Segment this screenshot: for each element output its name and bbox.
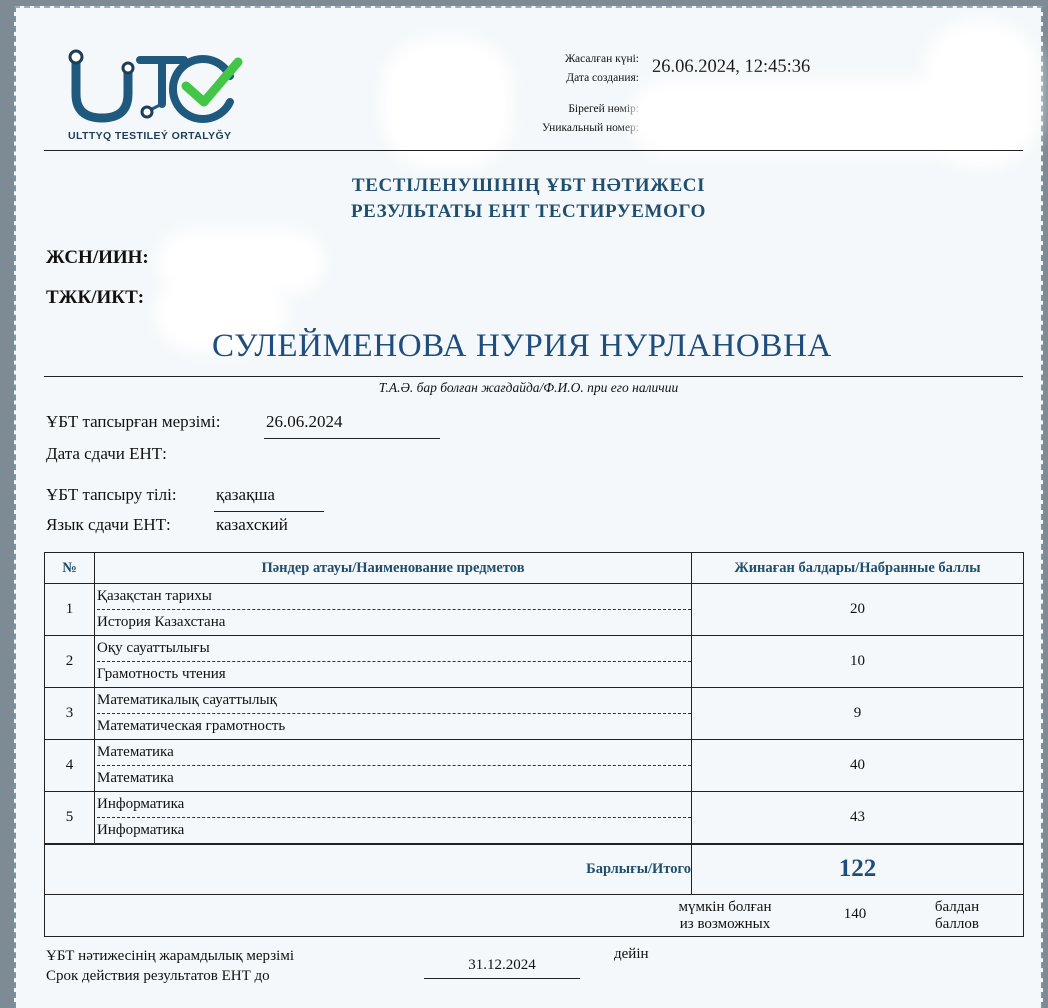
title-kz: ТЕСТІЛЕНУШІНІҢ ҰБТ НӘТИЖЕСІ bbox=[351, 175, 706, 196]
total-row bbox=[45, 844, 1024, 894]
validity-label-kz: ҰБТ нәтижесінің жарамдылық мерзімі bbox=[46, 948, 294, 964]
row-subject bbox=[95, 636, 692, 688]
redaction-blob bbox=[392, 48, 502, 158]
title-ru: РЕЗУЛЬТАТЫ ЕНТ ТЕСТИРУЕМОГО bbox=[350, 201, 707, 222]
table-row bbox=[45, 584, 1024, 636]
validity-label bbox=[46, 946, 294, 986]
row-subject bbox=[95, 584, 692, 636]
exam-lang-underline bbox=[214, 511, 324, 512]
row-subject bbox=[95, 792, 692, 845]
validity-date: 31.12.2024 bbox=[468, 957, 536, 973]
possible-label bbox=[655, 899, 795, 933]
points-label-ru: баллов bbox=[935, 915, 979, 932]
exam-lang-label-kz: ҰБТ тапсыру тілі: bbox=[46, 485, 177, 504]
name-underline bbox=[44, 376, 1023, 377]
possible-cell bbox=[45, 894, 1024, 936]
table-row bbox=[45, 688, 1024, 740]
possible-label-kz: мүмкін болған bbox=[678, 898, 772, 915]
table-header-row bbox=[45, 553, 1024, 584]
redaction-blob bbox=[640, 90, 956, 146]
utc-logo-mark bbox=[54, 46, 244, 128]
total-label: Барлығы/Итого bbox=[45, 844, 692, 894]
col-header-num: № bbox=[45, 553, 95, 584]
validity-label-ru: Срок действия результатов ЕНТ до bbox=[46, 968, 270, 984]
subject-ru: Информатика bbox=[97, 822, 185, 838]
row-num: 3 bbox=[45, 688, 95, 740]
subject-ru: Математическая грамотность bbox=[97, 718, 286, 734]
row-num: 4 bbox=[45, 740, 95, 792]
subject-ru: Математика bbox=[97, 770, 174, 786]
created-label-ru: Дата создания: bbox=[566, 72, 639, 84]
total-value: 122 bbox=[692, 844, 1024, 894]
full-name: СУЛЕЙМЕНОВА НУРИЯ НУРЛАНОВНА bbox=[212, 328, 832, 364]
table-row bbox=[45, 792, 1024, 845]
row-score: 40 bbox=[692, 740, 1024, 792]
validity-suffix: дейін bbox=[614, 946, 649, 962]
ikt-label: ТЖК/ИКТ: bbox=[46, 287, 145, 308]
table-row bbox=[45, 740, 1024, 792]
subject-kz: Оқу сауаттылығы bbox=[97, 636, 691, 662]
row-score: 20 bbox=[692, 584, 1024, 636]
col-header-subject: Пәндер атауы/Наименование предметов bbox=[95, 553, 692, 584]
subject-ru: Грамотность чтения bbox=[97, 666, 226, 682]
exam-date-label-ru: Дата сдачи ЕНТ: bbox=[46, 444, 167, 463]
redaction-blob bbox=[168, 240, 314, 284]
possible-value: 140 bbox=[843, 905, 867, 922]
row-score: 10 bbox=[692, 636, 1024, 688]
points-label-kz: балдан bbox=[934, 898, 980, 915]
subject-kz: Математика bbox=[97, 740, 691, 766]
row-subject bbox=[95, 688, 692, 740]
name-caption: Т.А.Ә. бар болған жағдайда/Ф.И.О. при его наличии bbox=[378, 380, 679, 395]
certificate-sheet bbox=[14, 6, 1043, 1008]
exam-date-underline bbox=[264, 438, 440, 439]
subject-kz: Математикалық сауаттылық bbox=[97, 688, 691, 714]
exam-date-value: 26.06.2024 bbox=[266, 412, 343, 431]
subject-kz: Информатика bbox=[97, 792, 691, 818]
exam-date-label-kz: ҰБТ тапсырған мерзімі: bbox=[46, 412, 221, 431]
utc-logo bbox=[54, 46, 244, 146]
results-table bbox=[44, 552, 1024, 937]
subject-ru: История Казахстана bbox=[97, 614, 226, 630]
created-label-kz: Жасалған күні: bbox=[564, 53, 639, 65]
exam-lang-label-ru: Язык сдачи ЕНТ: bbox=[46, 515, 171, 534]
row-score: 43 bbox=[692, 792, 1024, 845]
created-label bbox=[496, 50, 639, 88]
unique-label-ru: Уникальный номер: bbox=[542, 122, 639, 134]
exam-lang-value-kz: қазақша bbox=[216, 485, 275, 504]
row-num: 5 bbox=[45, 792, 95, 845]
exam-lang-value-ru: казахский bbox=[216, 515, 288, 534]
row-num: 2 bbox=[45, 636, 95, 688]
row-subject bbox=[95, 740, 692, 792]
possible-row bbox=[45, 894, 1024, 936]
row-score: 9 bbox=[692, 688, 1024, 740]
unique-label-kz: Бірегей нөмір: bbox=[568, 103, 639, 115]
col-header-score: Жинаған балдары/Набранные баллы bbox=[692, 553, 1024, 584]
row-num: 1 bbox=[45, 584, 95, 636]
validity-underline bbox=[424, 978, 580, 979]
table-row bbox=[45, 636, 1024, 688]
points-label bbox=[907, 899, 1007, 933]
created-value: 26.06.2024, 12:45:36 bbox=[652, 57, 811, 77]
logo-caption: ULTTYQ TESTILEÝ ORTALYĞY bbox=[68, 130, 232, 142]
iin-label: ЖСН/ИИН: bbox=[46, 247, 149, 268]
possible-label-ru: из возможных bbox=[679, 915, 771, 932]
subject-kz: Қазақстан тарихы bbox=[97, 584, 691, 610]
header-divider bbox=[44, 150, 1023, 151]
redaction-blob bbox=[934, 32, 1028, 156]
